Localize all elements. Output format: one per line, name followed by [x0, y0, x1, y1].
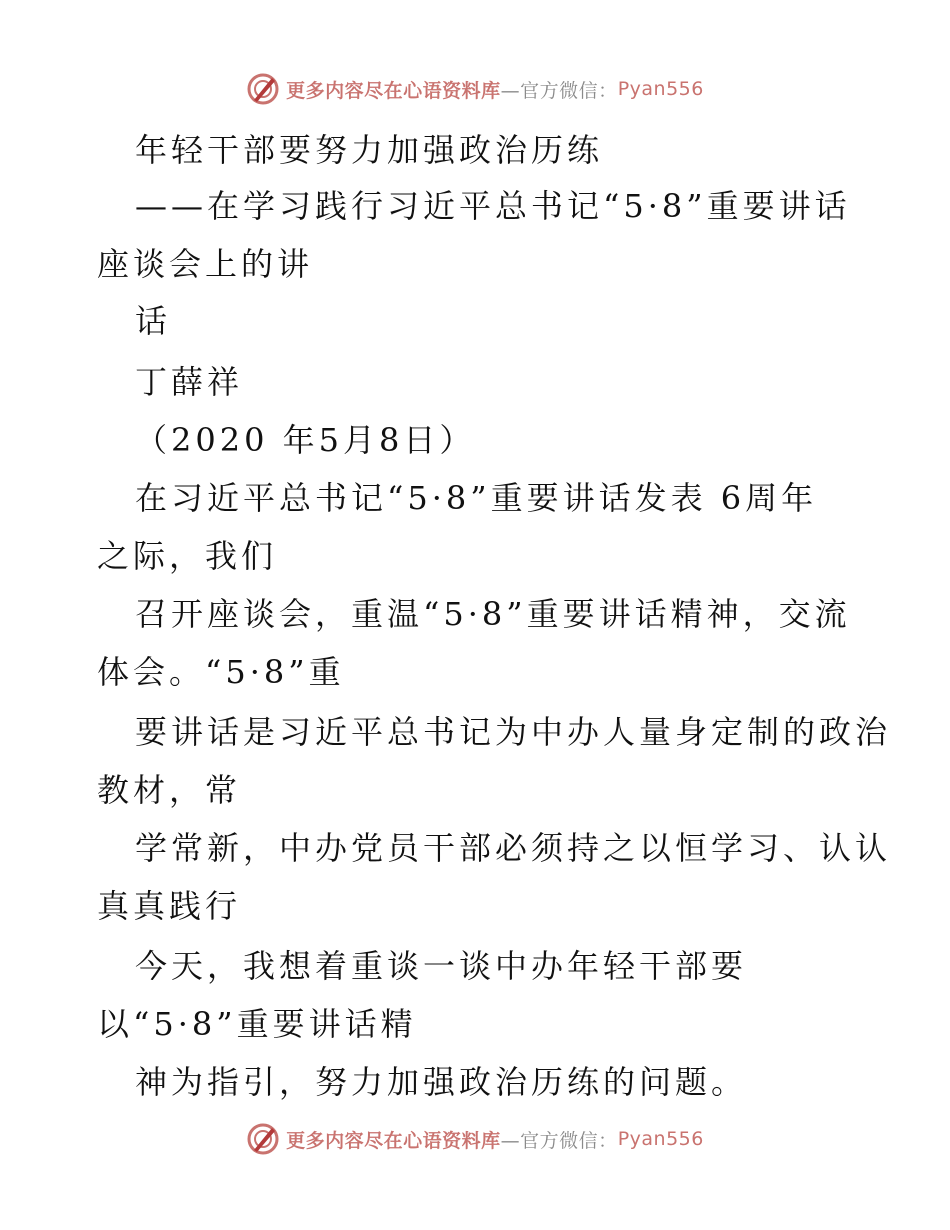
pen-circle-logo-icon	[246, 72, 280, 106]
body-line: 在习近平总书记“5·8”重要讲话发表 6周年	[135, 479, 818, 517]
doc-subtitle: ——在学习践行习近平总书记“5·8”重要讲话	[135, 187, 851, 225]
body-line: 之际，我们	[97, 537, 278, 575]
body-line: 要讲话是习近平总书记为中办人量身定制的政治	[135, 713, 892, 751]
body-line: 体会。“5·8”重	[97, 653, 345, 691]
body-line: 学常新，中办党员干部必须持之以恒学习、认认	[135, 829, 892, 867]
pen-circle-logo-icon	[246, 1122, 280, 1156]
doc-title: 年轻干部要努力加强政治历练	[135, 131, 604, 169]
body-line: 神为指引，努力加强政治历练的问题。	[135, 1063, 748, 1101]
watermark-text-main: 更多内容尽在心语资料库	[286, 79, 501, 102]
doc-subtitle-cont: 座谈会上的讲	[97, 245, 314, 283]
footer-watermark	[0, 1122, 950, 1156]
watermark-text-id: Pyan556	[617, 78, 704, 100]
doc-subtitle-end: 话	[135, 302, 172, 340]
watermark-text-label: —官方微信：	[500, 79, 618, 102]
body-line: 教材，常	[97, 771, 242, 809]
doc-author: 丁薛祥	[135, 363, 244, 401]
watermark-text-label: —官方微信：	[500, 1129, 618, 1152]
watermark-text-main: 更多内容尽在心语资料库	[286, 1129, 501, 1152]
body-line: 召开座谈会，重温“5·8”重要讲话精神，交流	[135, 595, 851, 633]
body-line: 真真践行	[97, 887, 242, 925]
doc-date: （2020 年5月8日）	[135, 421, 476, 459]
header-watermark	[0, 72, 950, 106]
watermark-text-id: Pyan556	[617, 1128, 704, 1150]
body-line: 今天，我想着重谈一谈中办年轻干部要	[135, 947, 748, 985]
body-line: 以“5·8”重要讲话精	[97, 1005, 417, 1043]
